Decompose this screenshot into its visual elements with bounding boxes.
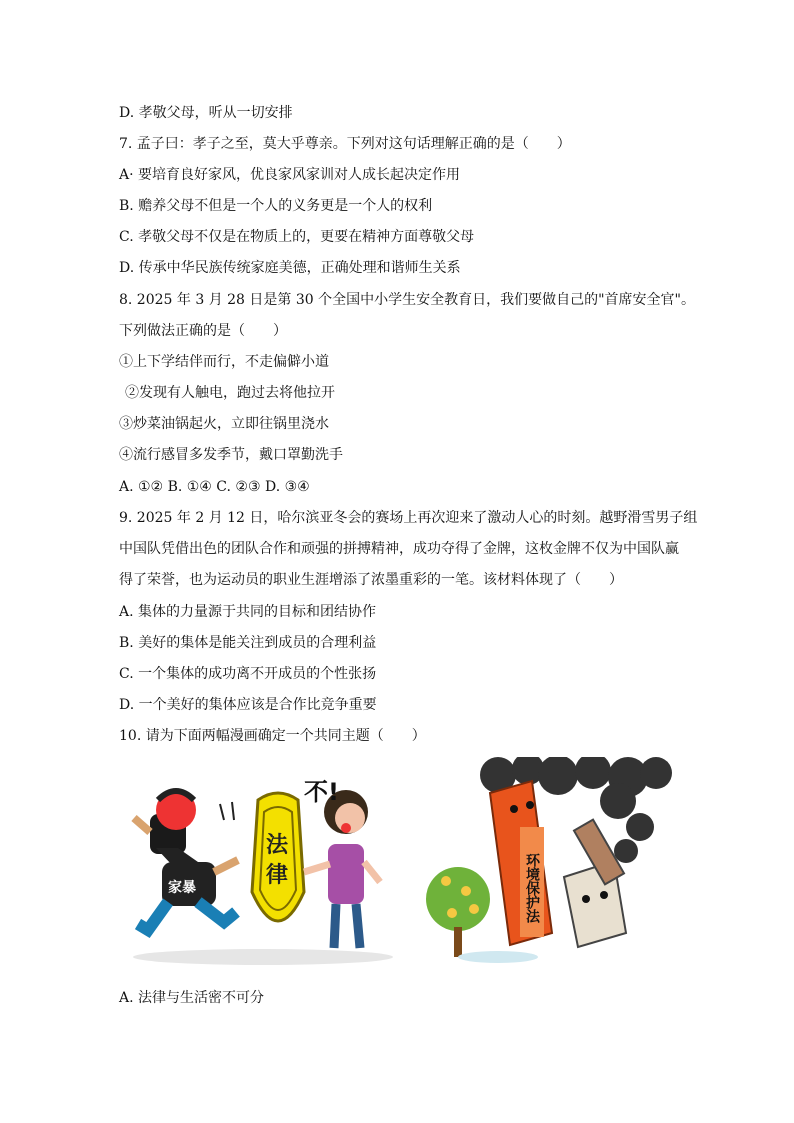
factory-figure	[564, 820, 626, 947]
q7-option-a: A· 要培育良好家风，优良家风家训对人成长起决定作用	[119, 167, 461, 183]
cartoon-law-shield-drawing	[128, 772, 398, 968]
shield-character-1: 法	[266, 833, 289, 858]
q9-stem-line2: 中国队凭借出色的团队合作和顽强的拼搏精神，成功夺得了金牌，这枚金牌不仅为中国队赢	[119, 541, 679, 557]
q10-stem: 10. 请为下面两幅漫画确定一个共同主题（ ）	[119, 728, 426, 744]
shout-text: 不!	[304, 778, 339, 806]
q7-option-d: D. 传承中华民族传统家庭美德，正确处理和谐师生关系	[119, 260, 461, 276]
q8-stem-line2: 下列做法正确的是（ ）	[119, 323, 287, 339]
q10-option-a: A. 法律与生活密不可分	[119, 990, 265, 1006]
q8-options: A. ①② B. ①④ C. ②③ D. ③④	[119, 479, 310, 495]
law-book	[490, 781, 552, 945]
woman-figure	[304, 790, 380, 948]
q8-item-3: ③炒菜油锅起火，立即往锅里浇水	[119, 416, 329, 432]
attacker-shirt-label: 家暴	[168, 880, 196, 896]
q9-option-a: A. 集体的力量源于共同的目标和团结协作	[119, 604, 377, 620]
q9-option-d: D. 一个美好的集体应该是合作比竞争重要	[119, 697, 377, 713]
q9-stem-line3: 得了荣誉，也为运动员的职业生涯增添了浓墨重彩的一笔。该材料体现了（ ）	[119, 572, 623, 588]
q8-item-2: ②发现有人触电，跑过去将他拉开	[125, 385, 335, 401]
cartoon-environment-law-drawing	[418, 757, 674, 968]
cartoon-law-shield	[128, 772, 398, 968]
q6-option-d: D. 孝敬父母，听从一切安排	[119, 105, 293, 121]
cartoon-environment-law	[418, 757, 674, 968]
q9-stem-line1: 9. 2025 年 2 月 12 日，哈尔滨亚冬会的赛场上再次迎来了激动人心的时刻。越野滑雪男子组	[119, 510, 698, 526]
tree	[426, 867, 490, 957]
q8-item-1: ①上下学结伴而行，不走偏僻小道	[119, 354, 329, 370]
q9-option-b: B. 美好的集体是能关注到成员的合理利益	[119, 635, 377, 651]
q7-stem: 7. 孟子曰：孝子之至，莫大乎尊亲。下列对这句话理解正确的是（ ）	[119, 136, 571, 152]
q8-stem-line1: 8. 2025 年 3 月 28 日是第 30 个全国中小学生安全教育日，我们要做自己的"首席安全官"。	[119, 292, 696, 308]
book-title: 环境保护法	[524, 853, 540, 923]
q8-item-4: ④流行感冒多发季节，戴口罩勤洗手	[119, 447, 343, 463]
shield-character-2: 律	[266, 863, 289, 888]
q9-option-c: C. 一个集体的成功离不开成员的个性张扬	[119, 666, 377, 682]
q7-option-b: B. 赡养父母不但是一个人的义务更是一个人的权利	[119, 198, 433, 214]
q7-option-c: C. 孝敬父母不仅是在物质上的，更要在精神方面尊敬父母	[119, 229, 475, 245]
